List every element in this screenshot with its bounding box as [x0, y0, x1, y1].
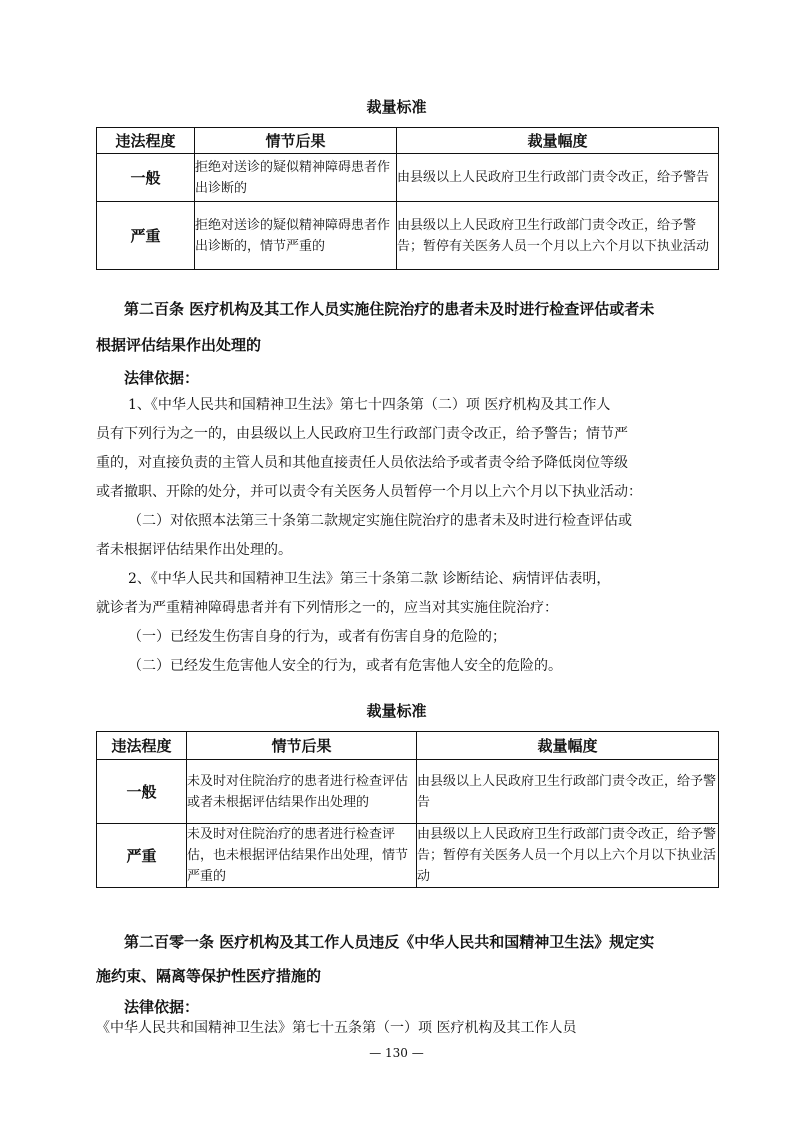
article200-line: 2、《中华人民共和国精神卫生法》第三十条第二款 诊断结论、病情评估表明，: [128, 571, 611, 587]
article200-line: （一）已经发生伤害自身的行为，或者有伤害自身的危险的；: [128, 629, 506, 645]
table1-row1-level: 一般: [97, 154, 195, 202]
article200-basis-label: 法律依据：: [124, 369, 200, 387]
article200-line: （二）已经发生危害他人安全的行为，或者有危害他人安全的危险的。: [128, 658, 562, 674]
table1: [96, 127, 719, 270]
table1-row2-penalty: 由县级以上人民政府卫生行政部门责令改正，给予警告；暂停有关医务人员一个月以上六个月以下执业活动: [397, 202, 719, 270]
article201-heading-line1: 第二百零一条 医疗机构及其工作人员违反《中华人民共和国精神卫生法》规定实: [124, 933, 655, 951]
table2-header-level: 违法程度: [97, 732, 187, 760]
article201-basis-label: 法律依据：: [124, 998, 200, 1016]
page-number: — 130 —: [369, 1046, 424, 1060]
table2-row2-penalty: 由县级以上人民政府卫生行政部门责令改正，给予警告；暂停有关医务人员一个月以上六个月以下执业活动: [417, 824, 719, 888]
table-row: [97, 202, 719, 270]
article200-line: 员有下列行为之一的，由县级以上人民政府卫生行政部门责令改正，给予警告；情节严: [96, 426, 628, 442]
article201-heading-line2: 施约束、隔离等保护性医疗措施的: [96, 967, 322, 985]
article200-line: 1、《中华人民共和国精神卫生法》第七十四条第（二）项 医疗机构及其工作人: [128, 397, 611, 413]
table1-title: 裁量标准: [366, 98, 427, 116]
table-row: [97, 824, 719, 888]
table2-header-penalty: 裁量幅度: [417, 732, 719, 760]
table1-header-row: [97, 128, 719, 154]
table2-row2-consequence: 未及时对住院治疗的患者进行检查评估，也未根据评估结果作出处理，情节严重的: [187, 824, 417, 888]
table1-row2-level: 严重: [97, 202, 195, 270]
table2-row1-consequence: 未及时对住院治疗的患者进行检查评估或者未根据评估结果作出处理的: [187, 760, 417, 824]
table2-row2-level: 严重: [97, 824, 187, 888]
table2-row1-penalty: 由县级以上人民政府卫生行政部门责令改正，给予警告: [417, 760, 719, 824]
table2-title: 裁量标准: [366, 702, 427, 720]
table-row: [97, 760, 719, 824]
article200-heading-line1: 第二百条 医疗机构及其工作人员实施住院治疗的患者未及时进行检查评估或者未: [124, 300, 655, 318]
table1-row1-penalty: 由县级以上人民政府卫生行政部门责令改正，给予警告: [397, 154, 719, 202]
article201-line: 《中华人民共和国精神卫生法》第七十五条第（一）项 医疗机构及其工作人员: [96, 1020, 577, 1036]
table2-header-consequence: 情节后果: [187, 732, 417, 760]
table1-header-consequence: 情节后果: [195, 128, 397, 154]
article200-line: 或者撤职、开除的处分，并可以责令有关医务人员暂停一个月以上六个月以下执业活动：: [96, 484, 642, 500]
table1-row2-consequence: 拒绝对送诊的疑似精神障碍患者作出诊断的，情节严重的: [195, 202, 397, 270]
table1-header-penalty: 裁量幅度: [397, 128, 719, 154]
table2-header-row: [97, 732, 719, 760]
table2-row1-level: 一般: [97, 760, 187, 824]
table1-header-level: 违法程度: [97, 128, 195, 154]
article200-line: （二）对依照本法第三十条第二款规定实施住院治疗的患者未及时进行检查评估或: [128, 513, 632, 529]
article200-line: 重的，对直接负责的主管人员和其他直接责任人员依法给予或者责令给予降低岗位等级: [96, 455, 628, 471]
table-row: [97, 154, 719, 202]
article200-heading-line2: 根据评估结果作出处理的: [96, 336, 262, 354]
article200-line: 就诊者为严重精神障碍患者并有下列情形之一的，应当对其实施住院治疗：: [96, 600, 558, 616]
table2: [96, 731, 719, 888]
table1-row1-consequence: 拒绝对送诊的疑似精神障碍患者作出诊断的: [195, 154, 397, 202]
article200-line: 者未根据评估结果作出处理的。: [96, 542, 292, 558]
